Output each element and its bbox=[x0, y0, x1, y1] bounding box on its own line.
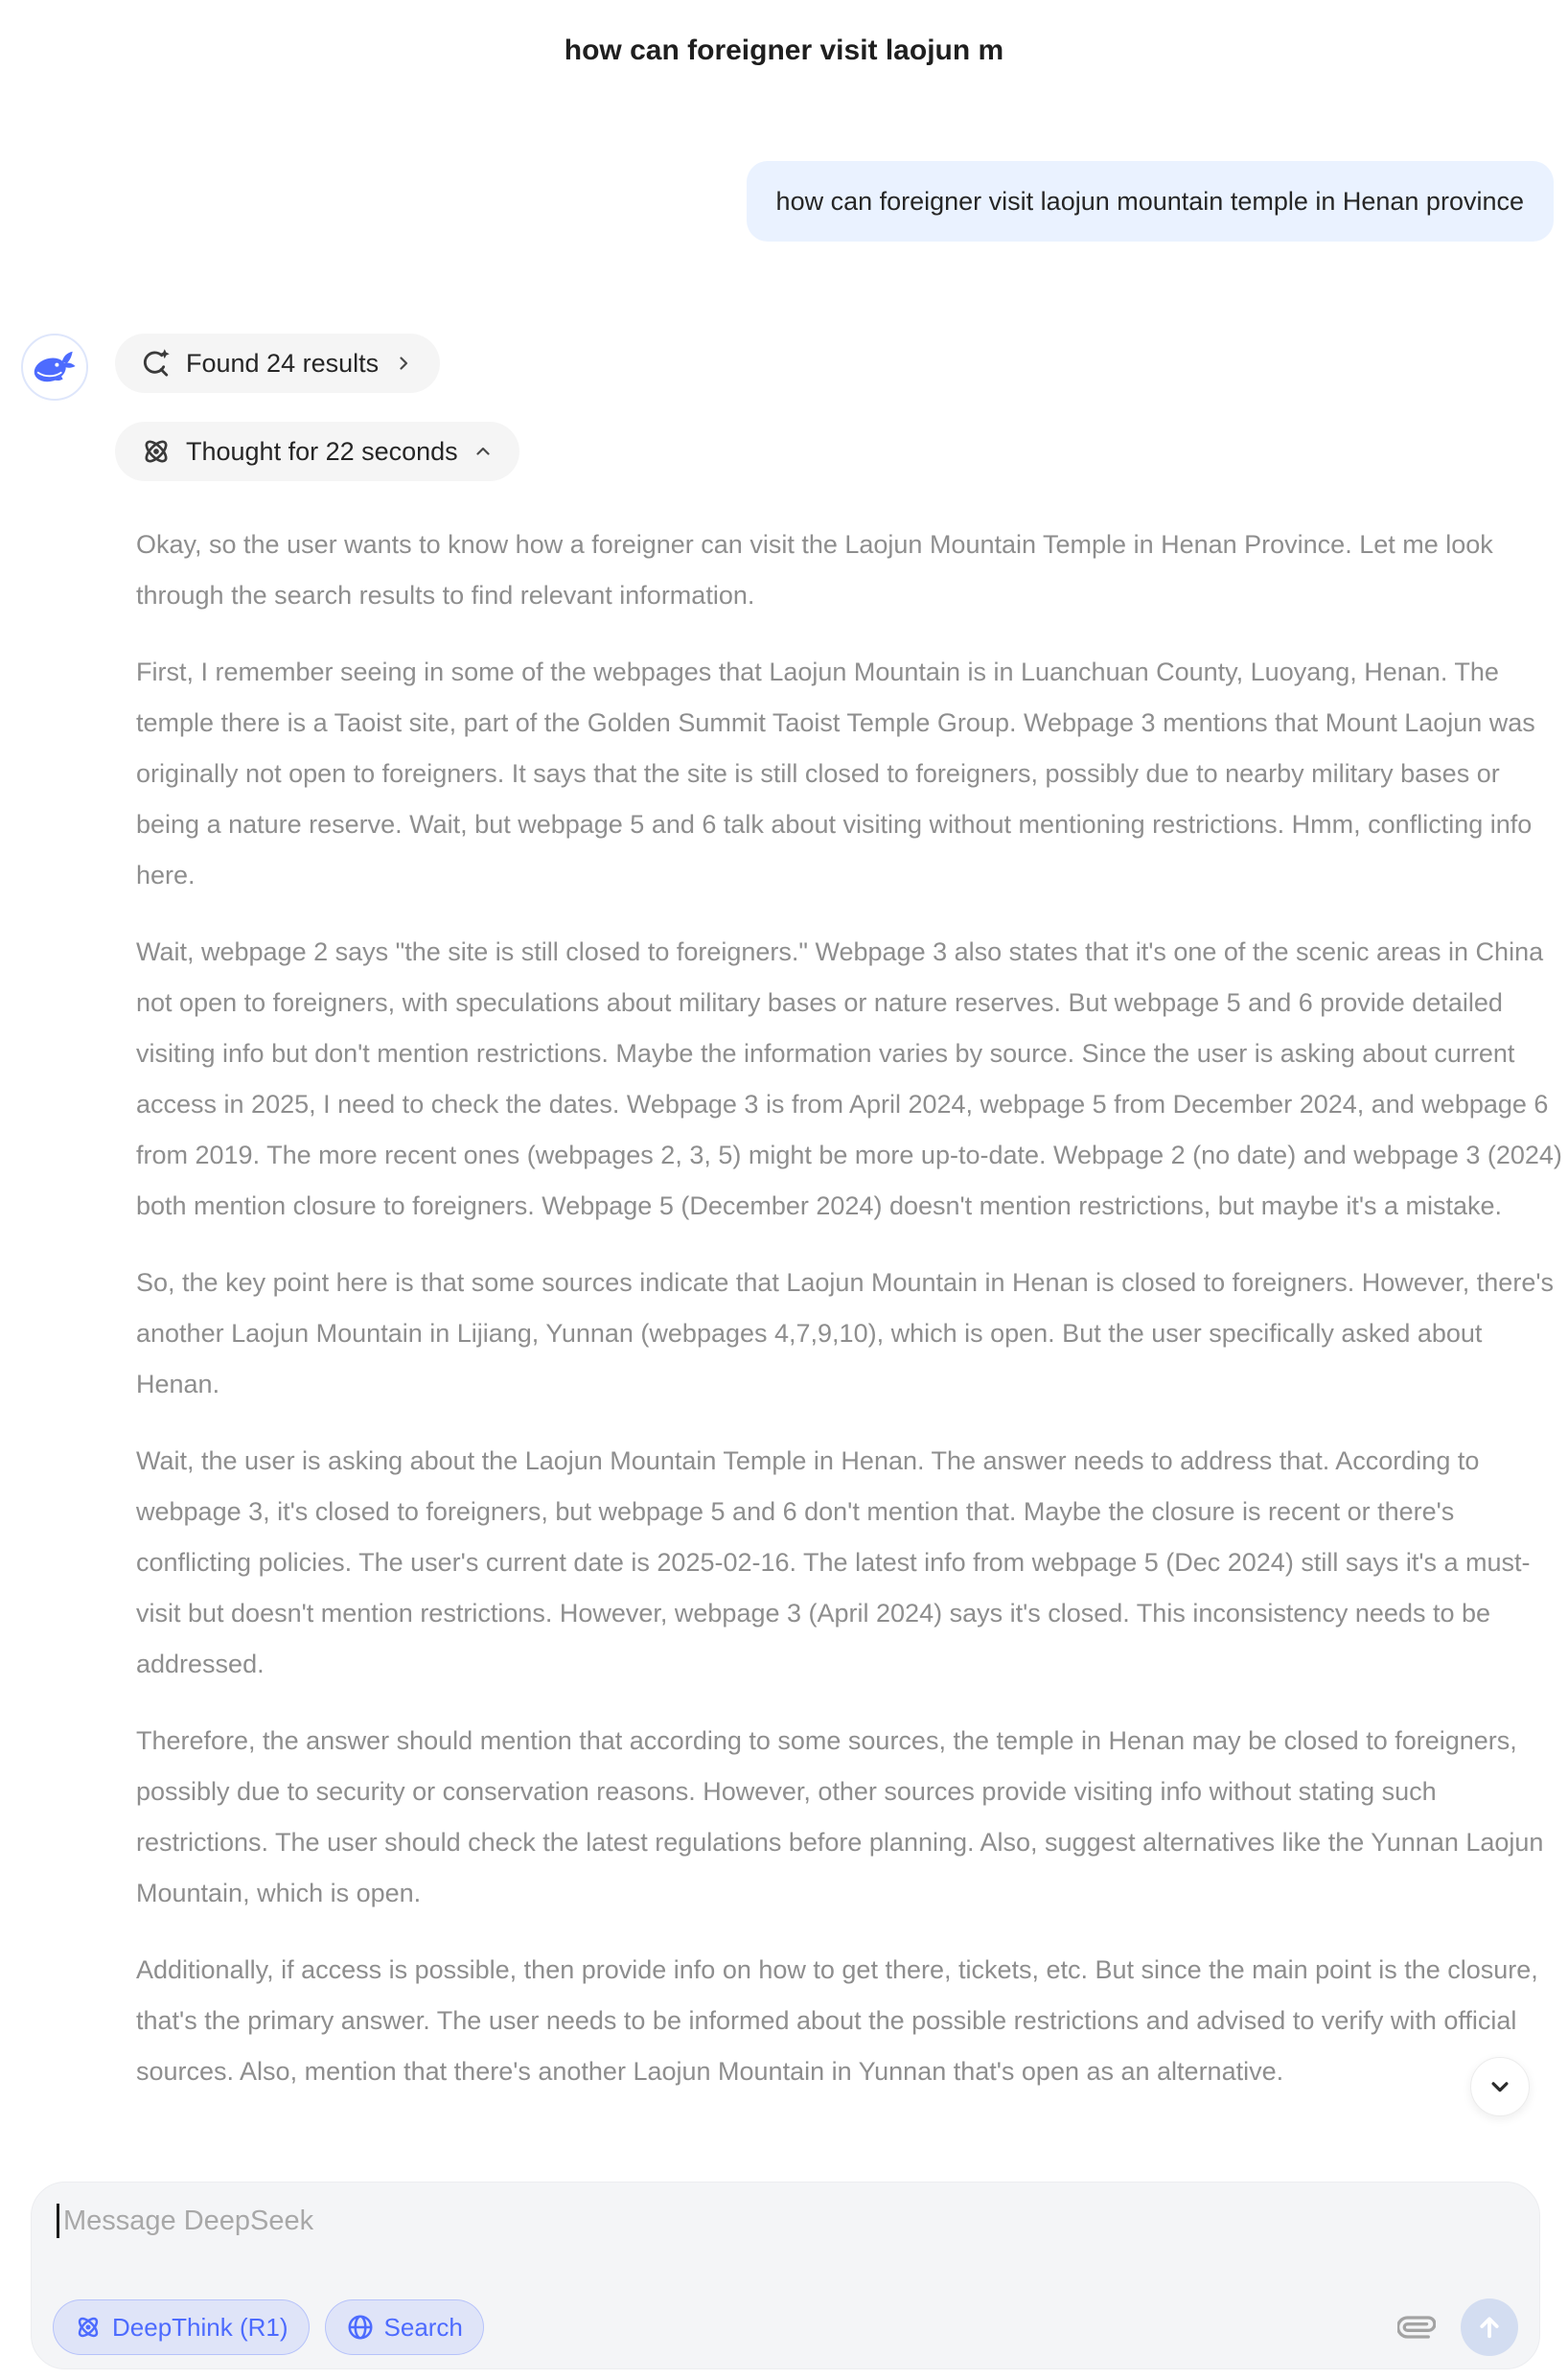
thinking-paragraph: First, I remember seeing in some of the webpages that Laojun Mountain is in Luanchuan County, Luoyang, Henan. The temple there is a Taoist site, part of the Golden Summit Taoist Temple Group. Webpage 3 mentions that Mount Laojun was originally not open to foreigners. It says that the site is still closed to foreigners, possibly due to nearby military bases or being a nature reserve. Wait, but webpage 5 and 6 talk about visiting without mentioning restrictions. Hmm, conflicting info here. bbox=[136, 658, 1535, 889]
search-label: Search bbox=[383, 2312, 463, 2342]
user-message-row bbox=[383, 161, 1554, 242]
thought-toggle-button[interactable] bbox=[115, 422, 519, 481]
attach-file-button[interactable] bbox=[1394, 2304, 1440, 2350]
send-button[interactable] bbox=[1461, 2298, 1518, 2356]
user-message-bubble: how can foreigner visit laojun mountain temple in Henan province bbox=[747, 161, 1554, 242]
thinking-paragraph: So, the key point here is that some sources indicate that Laojun Mountain in Henan is closed to foreigners. However, there's another Laojun Mountain in Lijiang, Yunnan (webpages 4,7,9,10), which is open. But the user specifically asked about Henan. bbox=[136, 1268, 1554, 1398]
avatar bbox=[21, 334, 88, 401]
globe-icon bbox=[346, 2313, 375, 2342]
found-results-label: Found 24 results bbox=[186, 348, 380, 378]
assistant-content bbox=[115, 334, 1568, 2097]
thought-toggle-label: Thought for 22 seconds bbox=[186, 436, 458, 466]
search-button[interactable] bbox=[325, 2299, 484, 2355]
search-sparkle-icon bbox=[140, 347, 173, 380]
thinking-paragraph: Wait, webpage 2 says "the site is still closed to foreigners." Webpage 3 also states that it's one of the scenic areas in China not open to foreigners, with speculations about military bases or nature reserves. But webpage 5 and 6 provide detailed visiting info but don't mention restrictions. Maybe the information varies by source. Since the user is asking about current access in 2025, I need to check the dates. Webpage 3 is from April 2024, webpage 5 from December 2024, and webpage 6 from 2019. The more recent ones (webpages 2, 3, 5) might be more up-to-date. Webpage 2 (no date) and webpage 3 (2024) both mention closure to foreigners. Webpage 5 (December 2024) doesn't mention restrictions, but maybe it's a mistake. bbox=[136, 937, 1562, 1220]
found-results-button[interactable] bbox=[115, 334, 440, 393]
thinking-text bbox=[115, 520, 1568, 2097]
chevron-down-icon bbox=[1486, 2072, 1514, 2101]
chat-title: how can foreigner visit laojun m bbox=[564, 35, 1004, 66]
chevron-up-icon bbox=[472, 440, 495, 463]
chevron-right-icon bbox=[392, 352, 415, 375]
thinking-paragraph: Wait, the user is asking about the Laojun Mountain Temple in Henan. The answer needs to address that. According to webpage 3, it's closed to foreigners, but webpage 5 and 6 don't mention that. Maybe the closure is recent or there's conflicting policies. The user's current date is 2025-02-16. The latest info from webpage 5 (Dec 2024) still says it's a must-visit but doesn't mention restrictions. However, webpage 3 (April 2024) says it's closed. This inconsistency needs to be addressed. bbox=[136, 1446, 1531, 1678]
thinking-paragraph: Additionally, if access is possible, then provide info on how to get there, tickets, etc. But since the main point is the closure, that's the primary answer. The user needs to be informed about the possible restrictions and advised to verify with official sources. Also, mention that there's another Laojun Mountain in Yunnan that's open as an alternative. bbox=[136, 1955, 1538, 2086]
thinking-paragraph: Therefore, the answer should mention that according to some sources, the temple in Henan may be closed to foreigners, possibly due to security or conservation reasons. However, other sources provide visiting info without stating such restrictions. The user should check the latest regulations before planning. Also, suggest alternatives like the Yunnan Laojun Mountain, which is open. bbox=[136, 1726, 1544, 1907]
message-input[interactable] bbox=[57, 2204, 1514, 2238]
scroll-to-bottom-button[interactable] bbox=[1470, 2057, 1530, 2116]
thinking-paragraph: Okay, so the user wants to know how a foreigner can visit the Laojun Mountain Temple in Henan Province. Let me look through the search results to find relevant information. bbox=[136, 530, 1493, 610]
message-composer[interactable] bbox=[31, 2182, 1540, 2369]
message-input-placeholder: Message DeepSeek bbox=[63, 2205, 314, 2236]
text-cursor bbox=[57, 2204, 59, 2238]
arrow-up-icon bbox=[1474, 2312, 1505, 2343]
deepseek-whale-icon bbox=[33, 350, 77, 384]
composer-footer bbox=[53, 2298, 1518, 2356]
paperclip-icon bbox=[1397, 2308, 1436, 2346]
assistant-message-row bbox=[21, 334, 1568, 2097]
atom-icon bbox=[140, 435, 173, 468]
deepthink-label: DeepThink (R1) bbox=[112, 2312, 288, 2342]
atom-icon bbox=[74, 2313, 103, 2342]
deepthink-button[interactable] bbox=[53, 2299, 310, 2355]
